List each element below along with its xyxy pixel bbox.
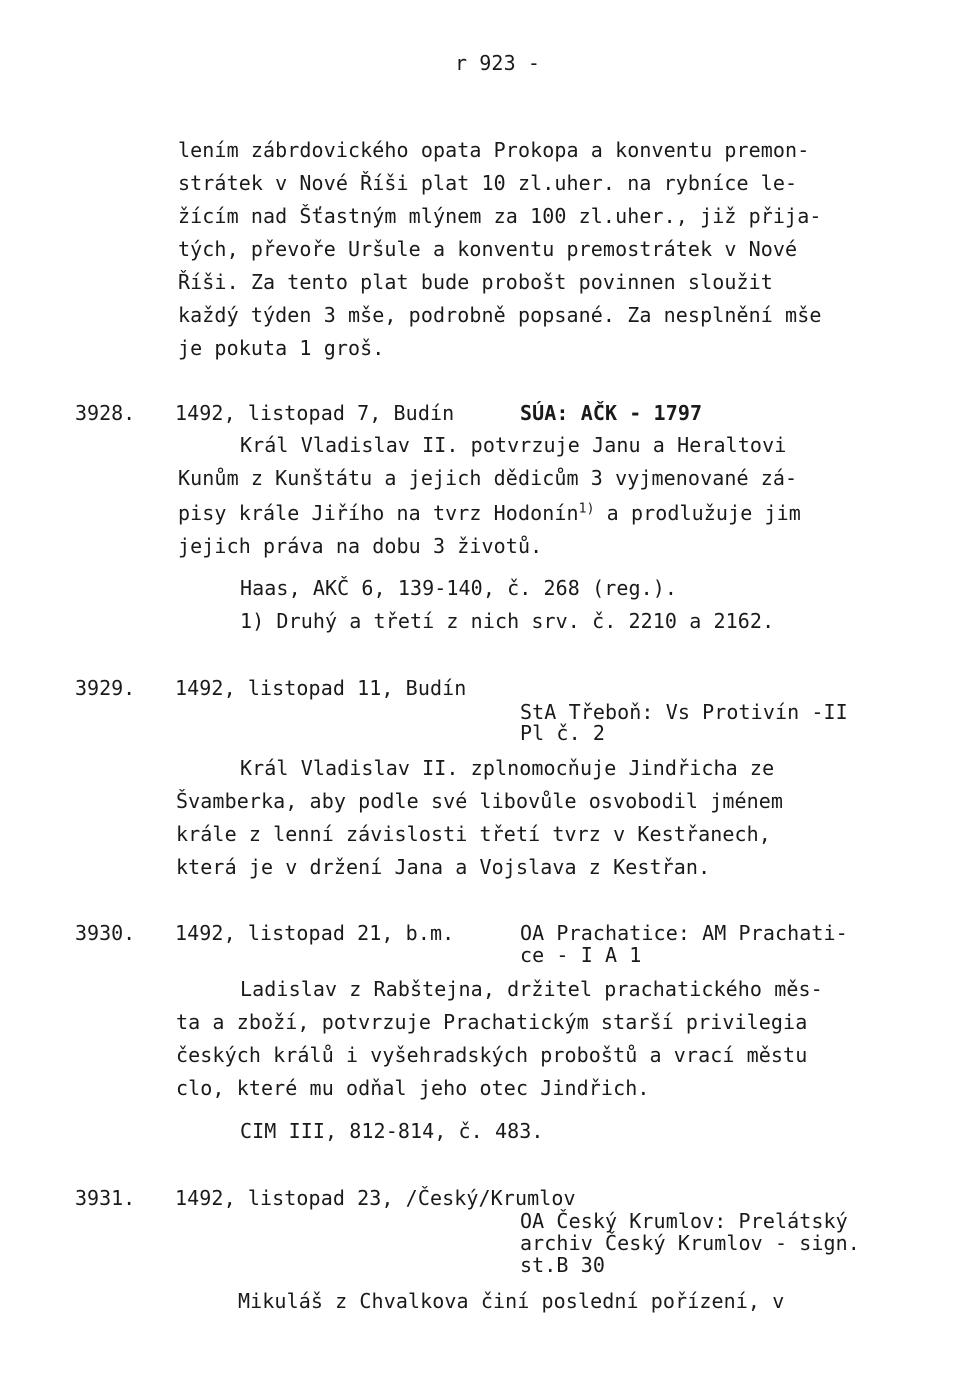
archive-signature: archiv Český Krumlov - sign. [520, 1231, 860, 1255]
page-number: r 923 - [455, 51, 540, 75]
text-line: je pokuta 1 groš. [178, 336, 385, 360]
archive-signature: Pl č. 2 [520, 721, 605, 745]
text-line: Švamberka, aby podle své libovůle osvobodil jménem [176, 789, 784, 813]
text-line: Mikuláš z Chvalkova činí poslední pořízení, v [238, 1289, 785, 1313]
text-line: krále z lenní závislosti třetí tvrz v Kestřanech, [176, 822, 771, 846]
entry-header: 1492, listopad 11, Budín [175, 676, 467, 700]
entry-number: 3931. [75, 1186, 136, 1210]
text-line: jejich práva na dobu 3 životů. [178, 534, 543, 558]
entry-header: 1492, listopad 23, /Český/Krumlov [175, 1186, 576, 1210]
archive-signature: OA Český Krumlov: Prelátský [520, 1209, 848, 1233]
text-line: která je v držení Jana a Vojslava z Kestřan. [176, 855, 711, 879]
text-line: Ladislav z Rabštejna, držitel prachatického měs- [240, 977, 823, 1001]
text-line: každý týden 3 mše, podrobně popsané. Za nesplnění mše [178, 303, 822, 327]
entry-header: 1492, listopad 7, Budín [175, 401, 455, 425]
text-line-tail: a prodlužuje jim [594, 501, 801, 525]
text-line: tých, převoře Uršule a konventu premostrátek v Nové [178, 237, 798, 261]
bibliographic-reference: CIM III, 812-814, č. 483. [240, 1119, 544, 1143]
entry-header: 1492, listopad 21, b.m. [175, 921, 455, 945]
text-line-head: pisy krále Jiřího na tvrz Hodonín [178, 501, 579, 525]
text-line: ta a zboží, potvrzuje Prachatickým starší privilegia [176, 1010, 808, 1034]
text-line: Král Vladislav II. potvrzuje Janu a Heraltovi [240, 433, 787, 457]
text-line: strátek v Nové Říši plat 10 zl.uher. na rybníce le- [178, 171, 798, 195]
footnote-marker: 1) [578, 501, 595, 517]
bibliographic-reference: Haas, AKČ 6, 139-140, č. 268 (reg.). [240, 576, 678, 600]
archive-signature: StA Třeboň: Vs Protivín -II [520, 700, 848, 724]
text-line: Král Vladislav II. zplnomocňuje Jindřicha ze [240, 756, 775, 780]
archive-signature: ce - I A 1 [520, 943, 642, 967]
text-line: Kunům z Kunštátu a jejich dědicům 3 vyjmenované zá- [178, 466, 798, 490]
archive-signature: st.B 30 [520, 1253, 605, 1277]
archive-signature: SÚA: AČK - 1797 [520, 401, 703, 425]
text-line: žícím nad Šťastným mlýnem za 100 zl.uher., již přija- [178, 204, 822, 228]
footnote: 1) Druhý a třetí z nich srv. č. 2210 a 2162. [240, 609, 775, 633]
entry-number: 3930. [75, 921, 136, 945]
text-line [178, 502, 801, 524]
text-line: lením zábrdovického opata Prokopa a konventu premon- [178, 138, 810, 162]
text-line: Říši. Za tento plat bude probošt povinnen sloužit [178, 270, 773, 294]
entry-number: 3929. [75, 676, 136, 700]
archive-signature: OA Prachatice: AM Prachati- [520, 921, 848, 945]
text-line: českých králů i vyšehradských proboštů a vrací městu [176, 1043, 808, 1067]
text-line: clo, které mu odňal jeho otec Jindřich. [176, 1076, 650, 1100]
entry-number: 3928. [75, 401, 136, 425]
